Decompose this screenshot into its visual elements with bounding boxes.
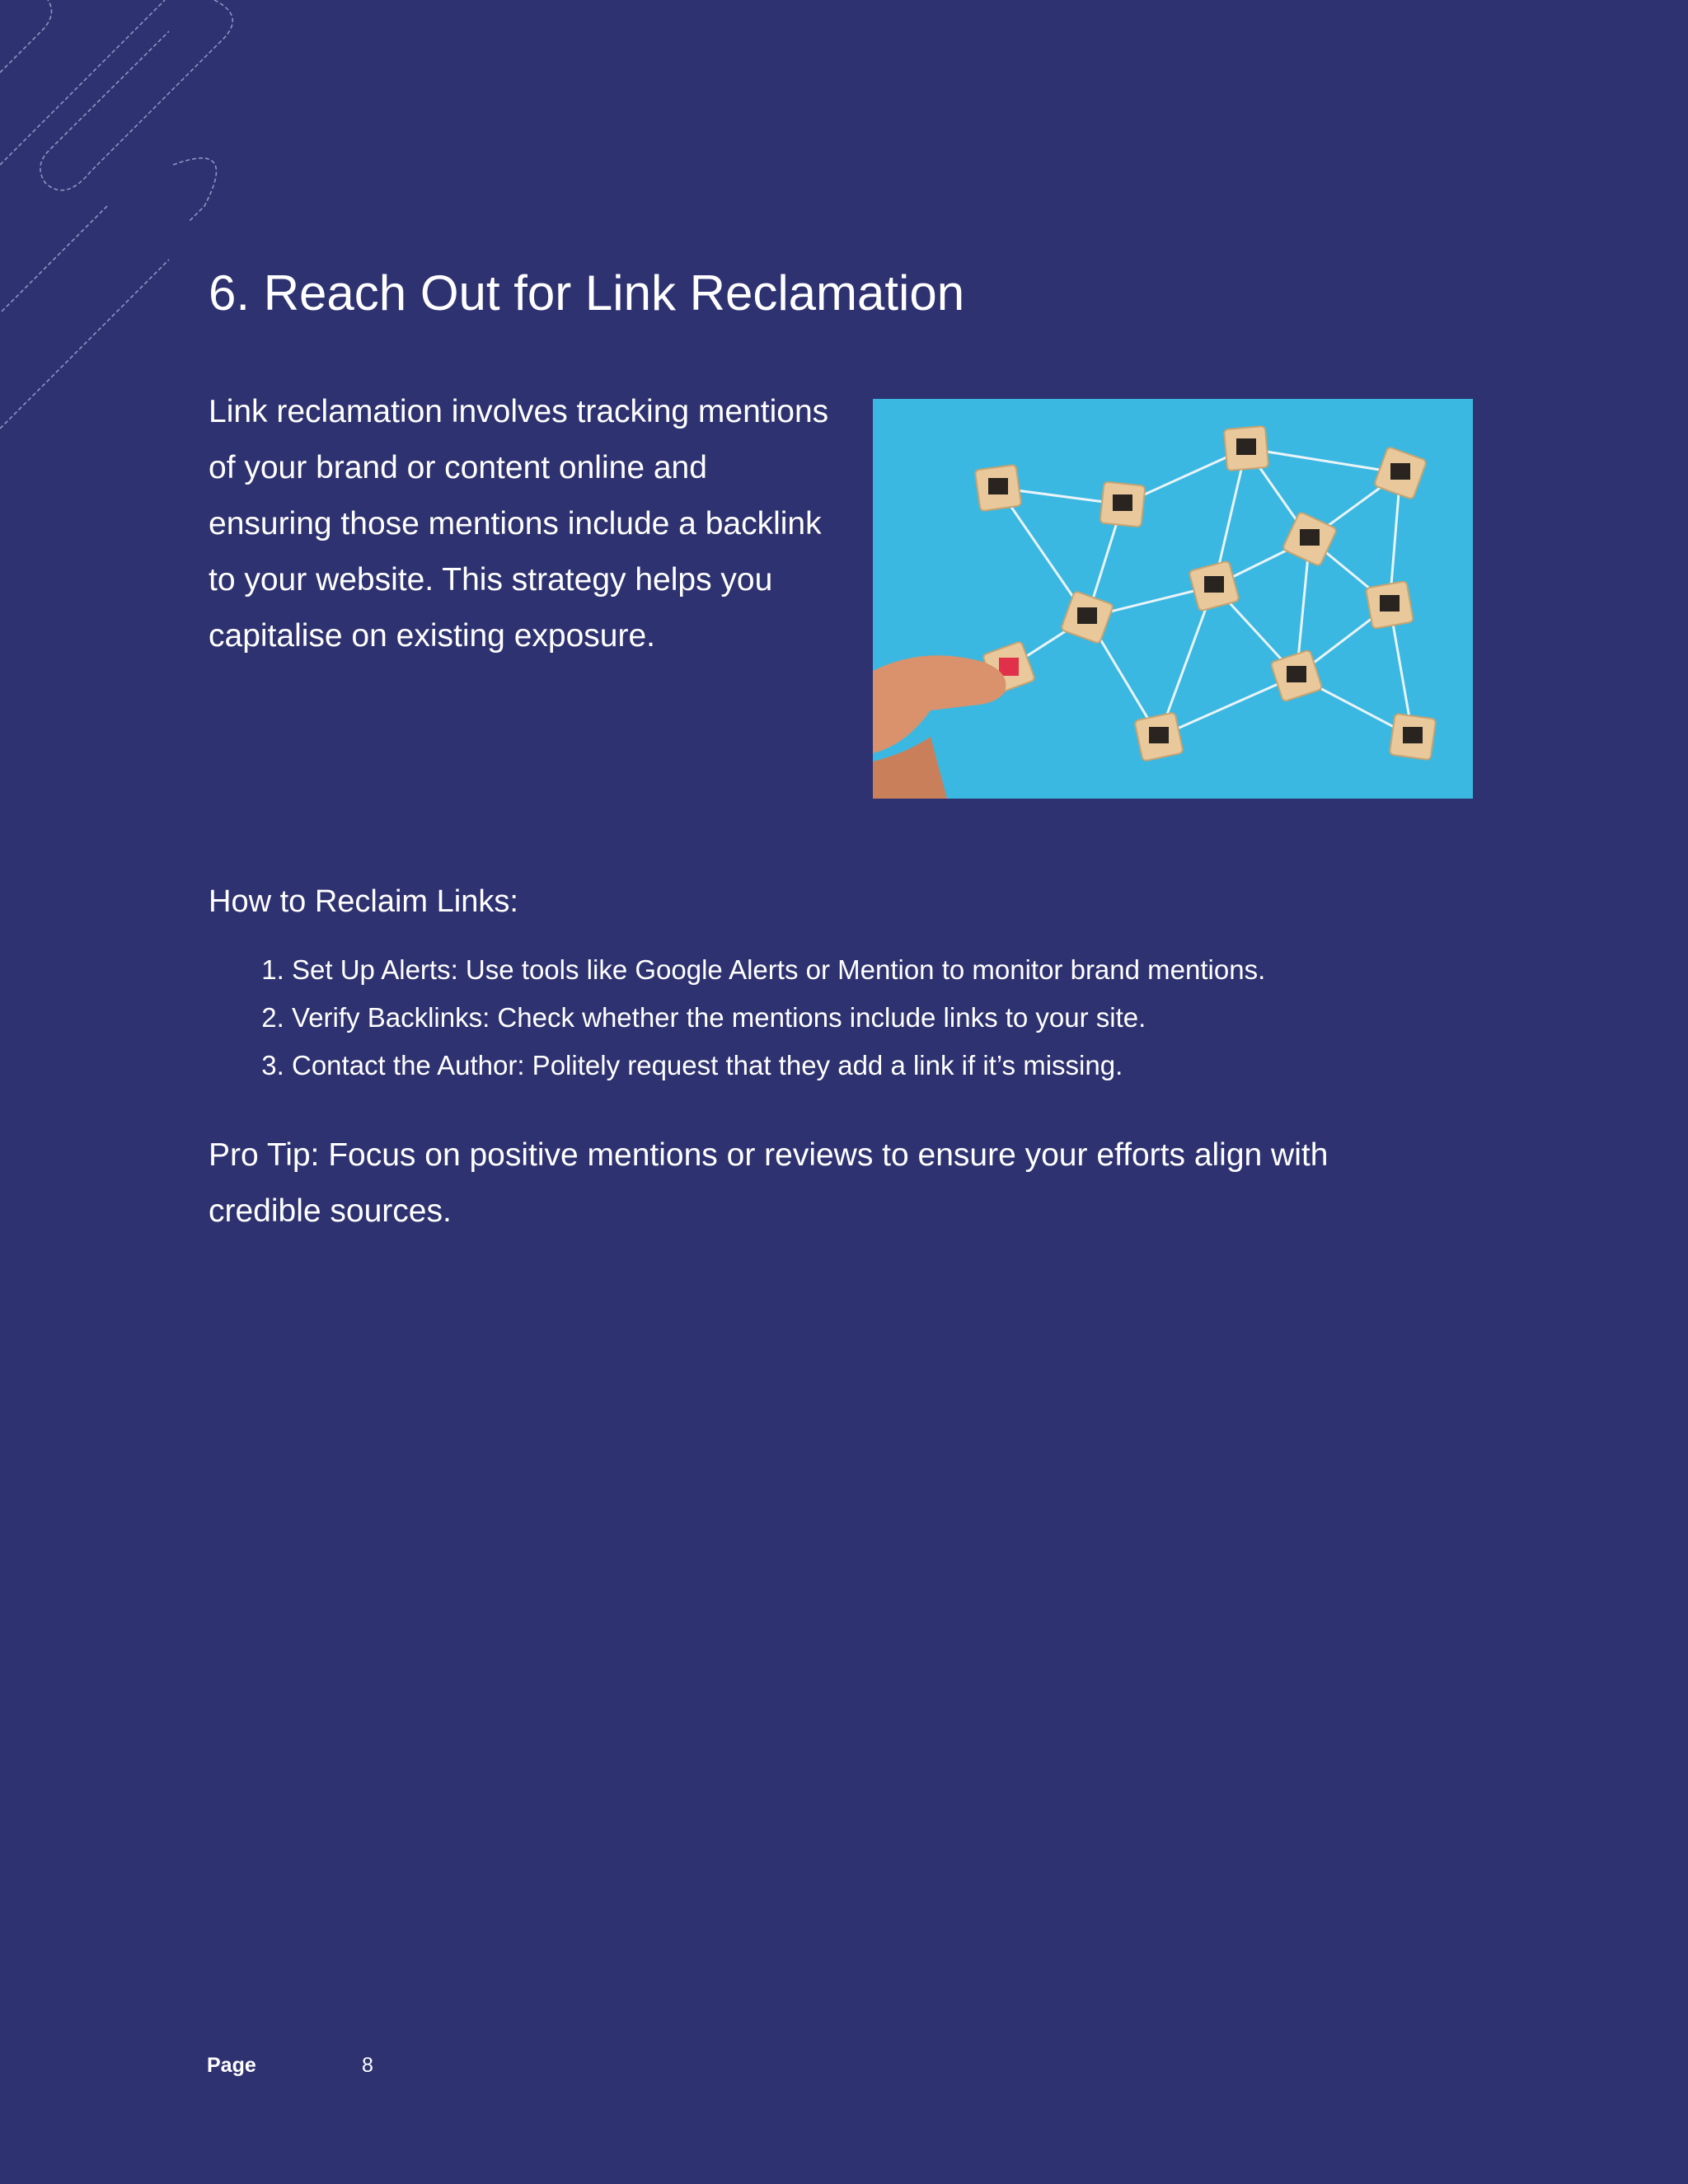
list-item: 3. Contact the Author: Politely request that they add a link if it’s missing. [292,1042,1578,1090]
section-subheading: How to Reclaim Links: [209,884,518,919]
steps-list [209,946,1578,1090]
list-item: 2. Verify Backlinks: Check whether the mentions include links to your site. [292,994,1578,1042]
page-title: 6. Reach Out for Link Reclamation [209,265,965,321]
footer-page-number: 8 [362,2054,373,2077]
intro-paragraph: Link reclamation involves tracking mentions of your brand or content online and ensuring those mentions include a backlink to your website. This strategy helps you capitalise on existing exposure. [209,394,829,654]
network-photo [873,399,1473,799]
network-illustration [873,399,1473,799]
footer-page-label: Page [207,2054,256,2077]
list-item: 1. Set Up Alerts: Use tools like Google Alerts or Mention to monitor brand mentions. [292,946,1578,994]
pro-tip: Pro Tip: Focus on positive mentions or reviews to ensure your efforts align with credible sources. [209,1137,1329,1229]
decorative-lines [0,0,247,445]
